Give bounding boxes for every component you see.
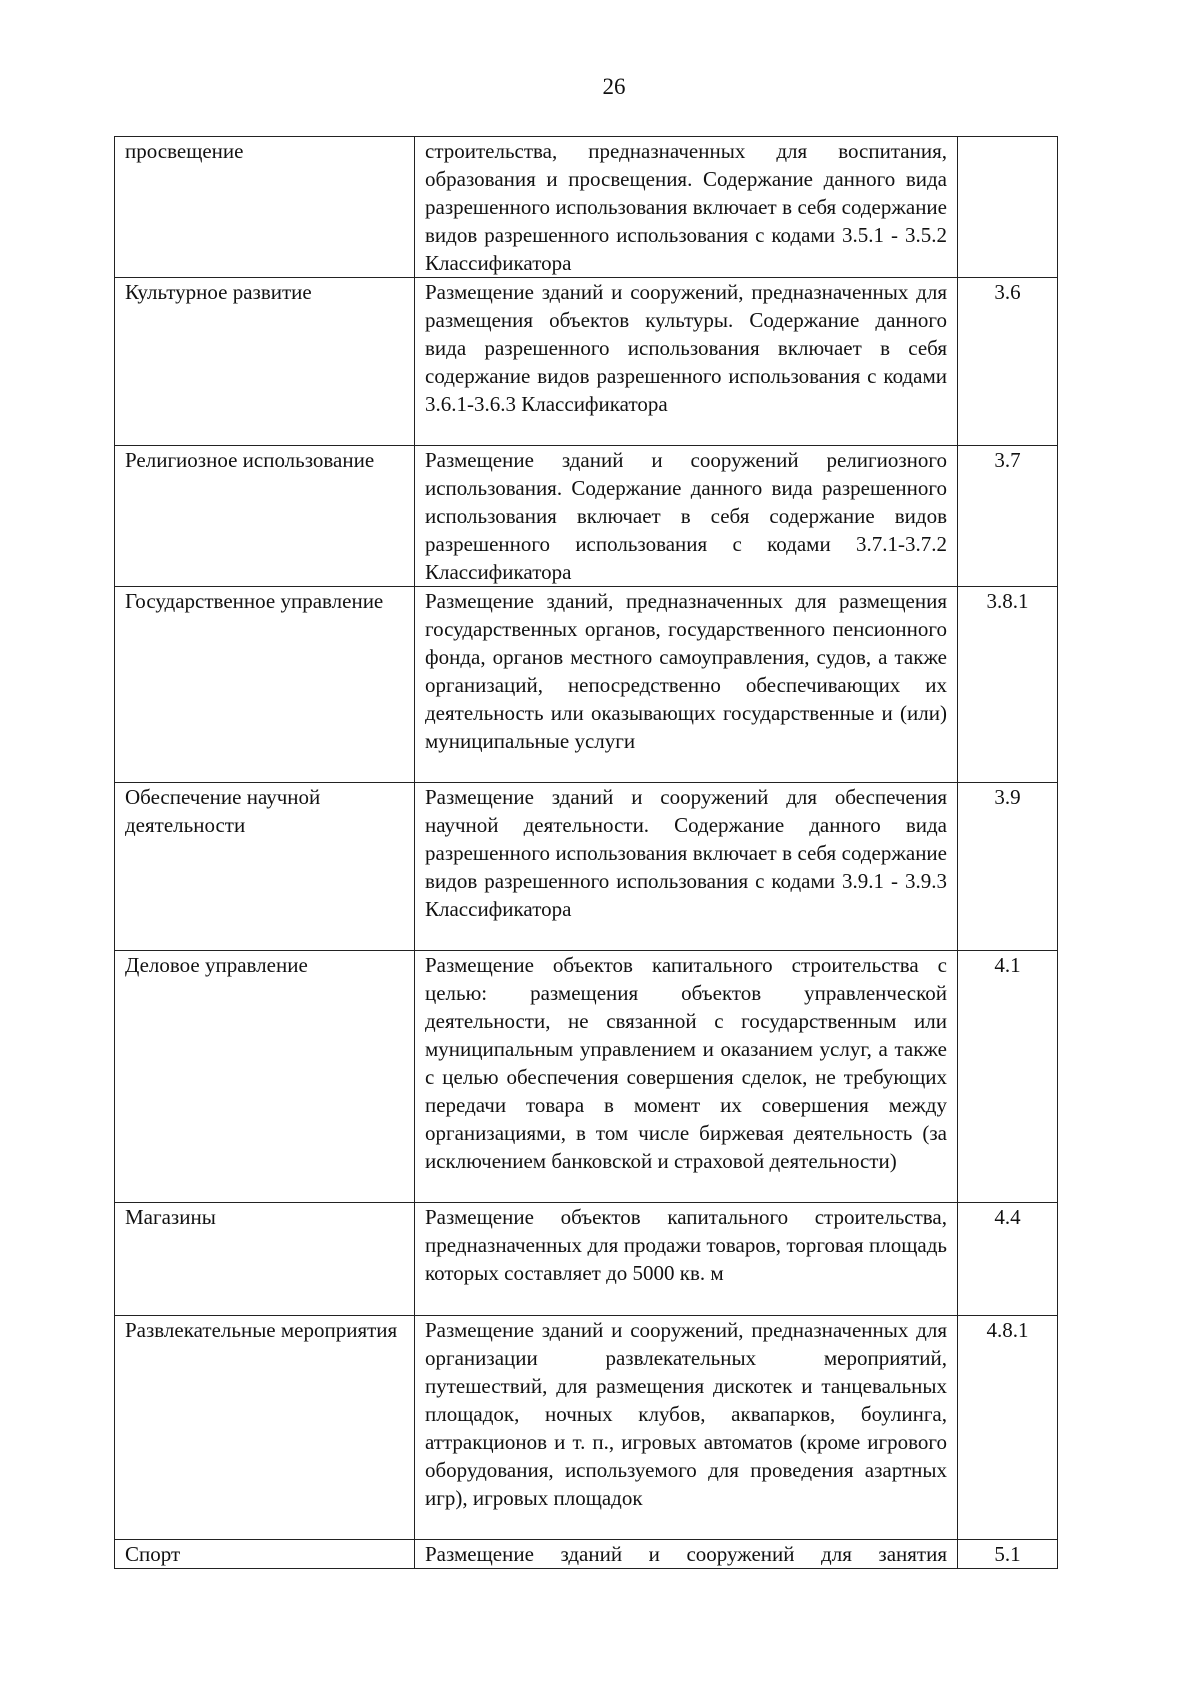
use-type-code: 3.7 xyxy=(958,446,1058,587)
use-type-description: Размещение зданий и сооружений для занятия xyxy=(415,1540,958,1569)
table-row xyxy=(115,951,1058,1203)
use-type-description: Размещение зданий и сооружений, предназначенных для размещения объектов культуры. Содержание данного вида разрешенного использования включает в себя содержание видов разрешенного использования с кодами 3.6.1-3.6.3 Классификатора xyxy=(415,278,958,446)
page-number: 26 xyxy=(602,74,626,99)
land-use-table xyxy=(114,136,1058,1569)
table-row xyxy=(115,446,1058,587)
use-type-description: Размещение зданий и сооружений для обеспечения научной деятельности. Содержание данного вида разрешенного использования включает в себя содержание видов разрешенного использования с кодами 3.9.1 - 3.9.3 Классификатора xyxy=(415,783,958,951)
use-type-name: Религиозное использование xyxy=(115,446,415,587)
use-type-code: 5.1 xyxy=(958,1540,1058,1569)
use-type-name: Культурное развитие xyxy=(115,278,415,446)
use-type-name: просвещение xyxy=(115,137,415,278)
use-type-description: Размещение зданий и сооружений, предназначенных для организации развлекательных мероприятий, путешествий, для размещения дискотек и танцевальных площадок, ночных клубов, аквапарков, боулинга, аттракционов и т. п., игровых автоматов (кроме игрового оборудования, используемого для проведения азартных игр), игровых площадок xyxy=(415,1316,958,1540)
table-row xyxy=(115,783,1058,951)
use-type-code: 4.1 xyxy=(958,951,1058,1203)
table-row xyxy=(115,278,1058,446)
use-type-code: 3.6 xyxy=(958,278,1058,446)
use-type-description: Размещение зданий и сооружений религиозного использования. Содержание данного вида разрешенного использования включает в себя содержание видов разрешенного использования с кодами 3.7.1-3.7.2 Классификатора xyxy=(415,446,958,587)
use-type-code xyxy=(958,137,1058,278)
use-type-name: Спорт xyxy=(115,1540,415,1569)
use-type-code: 4.4 xyxy=(958,1203,1058,1316)
table-row xyxy=(115,1540,1058,1569)
use-type-code: 3.8.1 xyxy=(958,587,1058,783)
use-type-description: Размещение объектов капитального строительства, предназначенных для продажи товаров, торговая площадь которых составляет до 5000 кв. м xyxy=(415,1203,958,1316)
use-type-code: 3.9 xyxy=(958,783,1058,951)
use-type-name: Магазины xyxy=(115,1203,415,1316)
use-type-description: Размещение объектов капитального строительства с целью: размещения объектов управленческой деятельности, не связанной с государственным или муниципальным управлением и оказанием услуг, а также с целью обеспечения совершения сделок, не требующих передачи товара в момент их совершения между организациями, в том числе биржевая деятельность (за исключением банковской и страховой деятельности) xyxy=(415,951,958,1203)
use-type-name: Деловое управление xyxy=(115,951,415,1203)
use-type-code: 4.8.1 xyxy=(958,1316,1058,1540)
use-type-name: Государственное управление xyxy=(115,587,415,783)
table-row xyxy=(115,1203,1058,1316)
use-type-description: строительства, предназначенных для воспитания, образования и просвещения. Содержание данного вида разрешенного использования включает в себя содержание видов разрешенного использования с кодами 3.5.1 - 3.5.2 Классификатора xyxy=(415,137,958,278)
table-row xyxy=(115,587,1058,783)
use-type-name: Обеспечение научной деятельности xyxy=(115,783,415,951)
table-row xyxy=(115,1316,1058,1540)
table-row xyxy=(115,137,1058,278)
use-type-description: Размещение зданий, предназначенных для размещения государственных органов, государственного пенсионного фонда, органов местного самоуправления, судов, а также организаций, непосредственно обеспечивающих их деятельность или оказывающих государственные и (или) муниципальные услуги xyxy=(415,587,958,783)
use-type-name: Развлекательные мероприятия xyxy=(115,1316,415,1540)
